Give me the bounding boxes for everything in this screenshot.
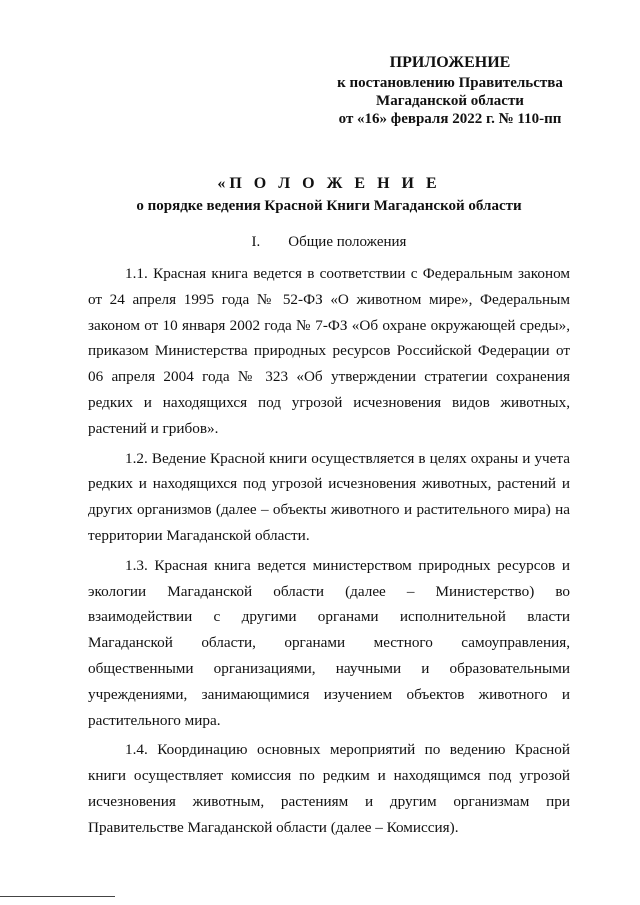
section-number: I. [251, 234, 261, 250]
section-heading [88, 232, 570, 252]
paragraph-1-4: 1.4. Координацию основных мероприятий по ведению Красной книги осуществляет комиссия по редким и находящимся под угрозой исчезновения животным, растениям и другим организмам при Правительстве Магаданской области (далее – Комиссия). [88, 741, 570, 836]
appendix-line-3: от «16» февраля 2022 г. № 110-пп [338, 111, 562, 127]
section-title: Общие положения [288, 234, 407, 250]
title-line-2: о порядке ведения Красной Книги Магаданской области [136, 198, 522, 214]
title-line-1: «П О Л О Ж Е Н И Е [217, 175, 441, 192]
document-title [88, 174, 570, 216]
paragraph-1-3: 1.3. Красная книга ведется министерством природных ресурсов и экологии Магаданской области (далее – Министерство) во взаимодействии с другими органами исполнительной власти Магаданской области, органами местного самоуправления, общественными организациями, научными и образовательными учреждениями, занимающимися изучением объектов животного и растительного мира. [88, 556, 570, 729]
appendix-line-1: к постановлению Правительства [337, 75, 563, 91]
appendix-line-2: Магаданской области [376, 93, 524, 109]
body-text [88, 261, 570, 845]
appendix-block [300, 54, 600, 128]
paragraph-1-2: 1.2. Ведение Красной книги осуществляется в целях охраны и учета редких и находящихся под угрозой исчезновения животных, растений и других организмов (далее – объекты животного и растительного мира) на территории Магаданской области. [88, 449, 570, 544]
appendix-heading: ПРИЛОЖЕНИЕ [389, 54, 511, 71]
paragraph-1-1: 1.1. Красная книга ведется в соответствии с Федеральным законом от 24 апреля 1995 года № 52-ФЗ «О животном мире», Федеральным законом от 10 января 2002 года № 7-ФЗ «Об охране окружающей среды», приказом Министерства природных ресурсов Российской Федерации от 06 апреля 2004 года № 323 «Об утверждении стратегии сохранения редких и находящихся под угрозой исчезновения видов животных, растений и грибов». [88, 265, 570, 437]
footer-rule [0, 896, 115, 897]
